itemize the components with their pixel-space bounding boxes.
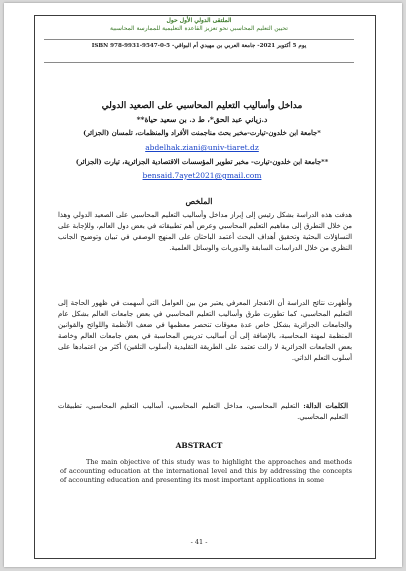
english-abstract-text: The main objective of this study was to highlight the approaches and methods of accounting education at the international level and this by addressing the concepts of accounting education and presenting its most important applications in some [60, 458, 352, 484]
keywords-label: الكلمات الدالة: [303, 402, 348, 410]
arabic-abstract-paragraph-1: هدفت هذه الدراسة بشكل رئيس إلى إبراز مداخل وأساليب التعليم المحاسبي على الصعيد الدولي وهذا من خلال التطرق إلى مفاهيم التعليم المحاسبي وعرض أهم تطبيقاته في بعض دول العالم، وللإجابة على التساؤلات البحثية وتحقيق أهداف البحث أعتمد الباحثان على المنهج الوصفي في تبيان وتوضيح الجانب النظري من خلال الدراسات السابقة والدوريات والوسائل العلمية. [58, 211, 352, 252]
author-email-2[interactable]: bensaid.7ayet2021@gmail.com [142, 171, 262, 180]
english-abstract-heading: ABSTRACT [175, 441, 223, 450]
paper-authors: د.زياني عبد الحق*، ط د. بن سعيد حياة** [136, 115, 268, 124]
keywords-line [58, 401, 348, 423]
header-divider-bottom [44, 62, 354, 63]
author-affiliation-2: **جامعة ابن خلدون-تيارت- مخبر تطوير المؤسسات الاقتصادية الجزائرية، تيارت (الجزائر) [75, 158, 329, 166]
paper-title: مداخل وأساليب التعليم المحاسبي على الصعيد الدولي [101, 101, 303, 111]
arabic-abstract-heading: الملخص [185, 196, 213, 206]
header-divider-top [44, 39, 354, 40]
conference-date-venue: يوم 5 أكتوبر 2021- جامعة العربي بن مهيدي أم البواقي- ISBN 978-9931-9547-0-5 [91, 43, 307, 49]
author-affiliation-1: *جامعة ابن خلدون-تيارت-مخبر بحث مناجمنت الأفراد والمنظمات، تلمسان (الجزائر) [83, 129, 321, 137]
conference-name: الملتقى الدولي الأول حول [166, 17, 232, 24]
keywords-text: التعليم المحاسبي، مداخل التعليم المحاسبي، أساليب التعليم المحاسبي، تطبيقات التعليم المحاسبي. [58, 402, 348, 421]
page-number: - 41 - [190, 538, 208, 546]
author-email-1[interactable]: abdelhak.ziani@univ-tiaret.dz [145, 143, 259, 152]
arabic-abstract-paragraph-2: وأظهرت نتائج الدراسة أن الانفجار المعرفي يعتبر من بين العوامل التي أسهمت في ظهور الحاجة إلى التعليم المحاسبي، كما تطورت طرق وأساليب التعليم المحاسبي في بعض جامعات العالم بشكل عام والجامعات الجزائرية بشكل خاص عدة معوقات تنحصر معظمها في ضعف الأنظمة واللوائح والقوانين المنظمة لمهنة المحاسبة، بالإضافة إلى أن أساليب تدريس المحاسبة في بعض جامعات العالم وخاصة بعض الجامعات الجزائرية لا زالت تعتمد على الطريقة التقليدية (أسلوب التلقين) أكثر من اعتمادها على أسلوب التعلم الذاتي. [58, 299, 352, 362]
conference-theme: تحيين التعليم المحاسبي نحو تعزيز القاعدة التعليمية للممارسة المحاسبية [110, 25, 288, 32]
